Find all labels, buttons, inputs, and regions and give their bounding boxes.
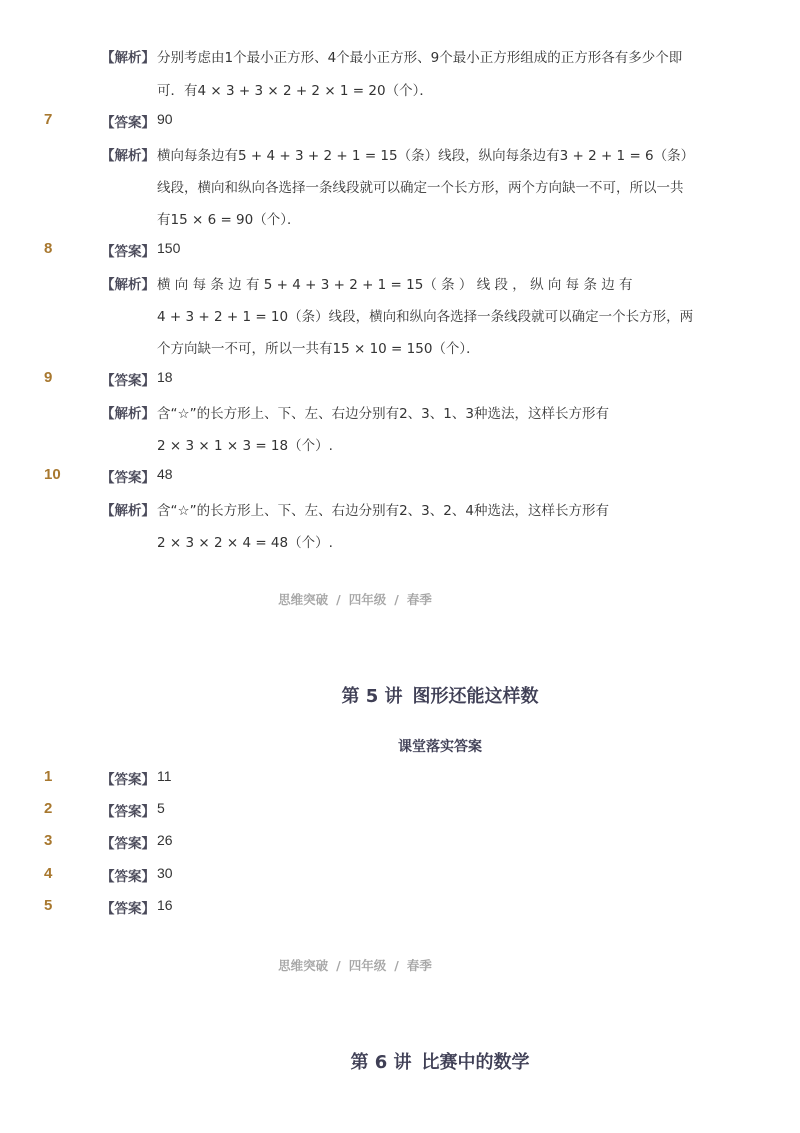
lecture-heading: [0, 1048, 800, 1074]
analysis-line: 可．有4 × 3 + 3 × 2 + 2 × 1 = 20（个）．: [157, 83, 433, 99]
answer-label: 【答案】: [101, 836, 155, 852]
question-number: 1: [44, 768, 53, 785]
analysis-label: 【解析】: [101, 148, 155, 164]
footer-term: 春季: [406, 592, 432, 607]
answer-label: 【答案】: [101, 115, 155, 131]
answer-value: 48: [157, 466, 173, 482]
answer-value: 26: [157, 832, 173, 848]
question-number: 5: [44, 897, 53, 914]
lecture-number: 第 6 讲: [350, 1052, 412, 1073]
answer-label: 【答案】: [101, 470, 155, 486]
footer-separator: /: [336, 958, 341, 973]
answer-label: 【答案】: [101, 373, 155, 389]
analysis-line: 横向每条边有5 + 4 + 3 + 2 + 1 = 15（条）线段，纵向每条边有3 + 2 + 1 = 6（条）: [157, 148, 695, 164]
analysis-line: 4 + 3 + 2 + 1 = 10（条）线段，横向和纵向各选择一条线段就可以确定一个长方形，两: [157, 309, 694, 325]
answer-label: 【答案】: [101, 772, 155, 788]
analysis-line: 个方向缺一不可，所以一共有15 × 10 = 150（个）．: [157, 341, 480, 357]
answer-value: 11: [157, 768, 172, 784]
answer-label: 【答案】: [101, 244, 155, 260]
page-footer: [0, 590, 710, 608]
answer-value: 18: [157, 369, 173, 385]
question-number: 10: [44, 466, 61, 483]
analysis-line: 2 × 3 × 2 × 4 = 48（个）.: [157, 535, 333, 551]
answer-label: 【答案】: [101, 804, 155, 820]
footer-term: 春季: [406, 958, 432, 973]
analysis-label: 【解析】: [101, 406, 155, 422]
analysis-label: 【解析】: [101, 503, 155, 519]
lecture-heading: [0, 682, 800, 708]
analysis-line: 分别考虑由1个最小正方形、4个最小正方形、9个最小正方形组成的正方形各有多少个即: [157, 50, 683, 66]
answer-value: 5: [157, 800, 165, 816]
question-number: 9: [44, 369, 53, 386]
question-number: 8: [44, 240, 53, 257]
footer-course: 思维突破: [278, 592, 329, 607]
lecture-title: 图形还能这样数: [412, 686, 539, 707]
footer-separator: /: [394, 958, 399, 973]
analysis-line: 有15 × 6 = 90（个）．: [157, 212, 301, 228]
answer-value: 30: [157, 865, 173, 881]
answer-label: 【答案】: [101, 901, 155, 917]
section-subtitle: 课堂落实答案: [398, 739, 482, 755]
footer-grade: 四年级: [348, 592, 387, 607]
analysis-line: 含“☆”的长方形上、下、左、右边分别有2、3、1、3种选法，这样长方形有: [157, 406, 609, 422]
answer-value: 150: [157, 240, 181, 256]
answer-value: 90: [157, 111, 173, 127]
footer-separator: /: [336, 592, 341, 607]
footer-grade: 四年级: [348, 958, 387, 973]
footer-course: 思维突破: [278, 958, 329, 973]
question-number: 4: [44, 865, 53, 882]
answer-label: 【答案】: [101, 869, 155, 885]
footer-separator: /: [394, 592, 399, 607]
analysis-line: 含“☆”的长方形上、下、左、右边分别有2、3、2、4种选法，这样长方形有: [157, 503, 609, 519]
lecture-number: 第 5 讲: [341, 686, 403, 707]
analysis-label: 【解析】: [101, 50, 155, 66]
page-footer: [0, 956, 710, 974]
analysis-line: 线段，横向和纵向各选择一条线段就可以确定一个长方形，两个方向缺一不可，所以一共: [157, 180, 684, 196]
question-number: 2: [44, 800, 53, 817]
lecture-title: 比赛中的数学: [421, 1052, 530, 1073]
question-number: 3: [44, 832, 53, 849]
answer-value: 16: [157, 897, 173, 913]
question-number: 7: [44, 111, 53, 128]
analysis-label: 【解析】: [101, 277, 155, 293]
analysis-line: 横 向 每 条 边 有 5 + 4 + 3 + 2 + 1 = 15（ 条 ） 线 段 ， 纵 向 每 条 边 有: [157, 277, 633, 293]
analysis-line: 2 × 3 × 1 × 3 = 18（个）.: [157, 438, 333, 454]
